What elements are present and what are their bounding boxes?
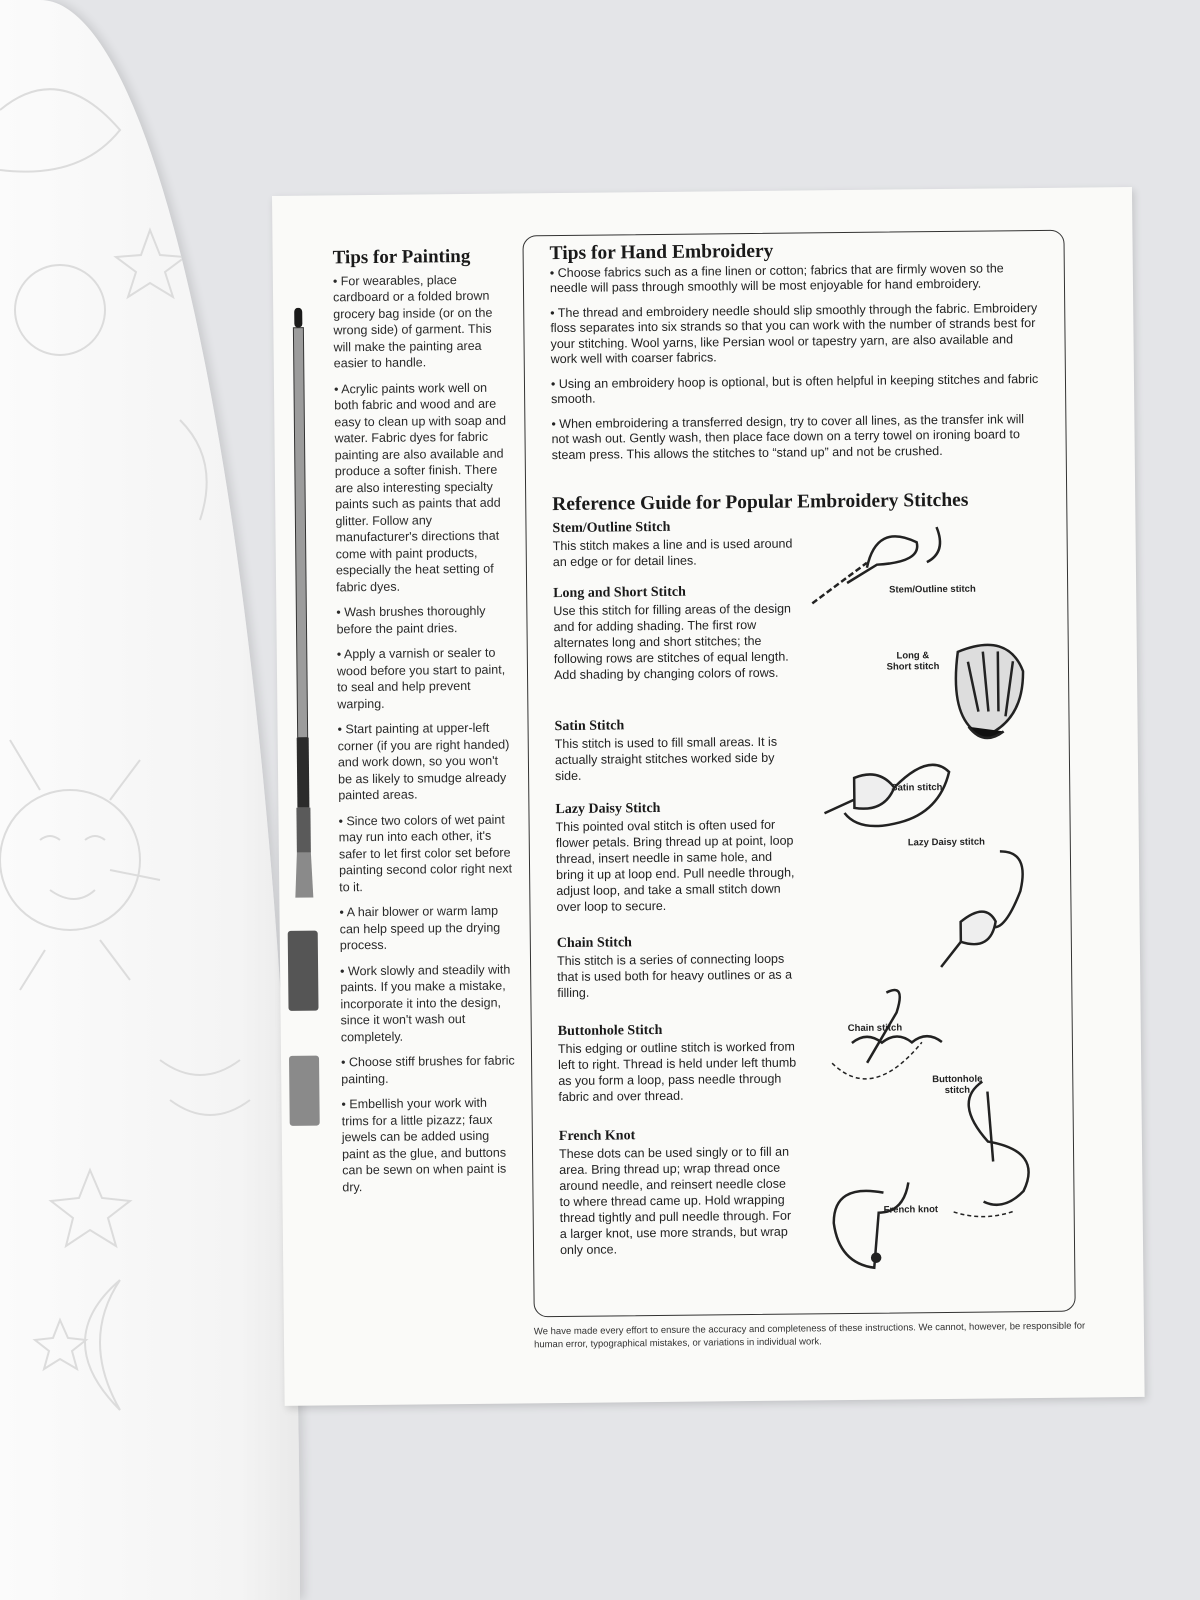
painting-tip: • Apply a varnish or sealer to wood before you start to paint, to seal and help prevent warping. bbox=[336, 645, 506, 711]
stitch-description: This stitch is a series of connecting loops that is used both for heavy outlines or as a filling. bbox=[556, 951, 793, 1001]
stitch-illustration-label: Buttonhole stitch bbox=[932, 1073, 983, 1097]
stitch-name: Buttonhole Stitch bbox=[557, 1022, 663, 1040]
disclaimer: We have made every effort to ensure the accuracy and completeness of these instructions. We cannot, however, be responsible for human error, typographical mistakes, or variations in individual work. bbox=[533, 1320, 1086, 1351]
stitch-illustration-label: Stem/Outline stitch bbox=[889, 583, 976, 596]
embroidery-tip: • When embroidering a transferred design, try to cover all lines, as the transfer ink will not wash out. Gently wash, then place face down on a terry towel on ironing board to steam press. This allows the stitches to “stand up” and not be crushed. bbox=[551, 411, 1025, 462]
stitch-illustration-label: Satin stitch bbox=[891, 782, 943, 794]
stitch-description: This stitch is used to fill small areas. It is actually straight stitches worked side by side. bbox=[554, 734, 778, 784]
stitch-entry bbox=[552, 519, 792, 571]
painting-tip: • Work slowly and steadily with paints. If you make a mistake, incorporate it into the design, since it won't wash out completely. bbox=[340, 962, 511, 1044]
stitch-description: These dots can be used singly or to fill an area. Bring thread up; wrap thread once around needle, and reinsert needle close to where thread came up. Hold wrapping thread tightly and pull needle through. For a larger knot, use more strands, but wrap only once. bbox=[558, 1144, 792, 1258]
reference-guide-title: Reference Guide for Popular Embroidery Stitches bbox=[552, 489, 969, 516]
painting-tips-title: Tips for Painting bbox=[332, 245, 471, 269]
stitch-illustration-label: Chain stitch bbox=[847, 1022, 903, 1035]
paint-swatch-gray bbox=[289, 1056, 320, 1126]
embroidery-tips bbox=[550, 241, 1042, 472]
left-page-faint-drawings bbox=[0, 0, 300, 1600]
stitch-entry bbox=[553, 584, 794, 684]
stitch-name: French Knot bbox=[558, 1128, 636, 1145]
stitch-name: Stem/Outline Stitch bbox=[552, 519, 671, 537]
stitch-illustration-label: French knot bbox=[883, 1204, 939, 1216]
stitch-description: This edging or outline stitch is worked from left to right. Thread is held under left thumb as you form a loop, pass needle through fabric and over thread. bbox=[557, 1039, 797, 1105]
painting-tip: • Choose stiff brushes for fabric painting. bbox=[341, 1053, 515, 1086]
stitch-name: Long and Short Stitch bbox=[553, 584, 686, 602]
embroidery-box bbox=[522, 230, 1075, 1318]
stitch-entry bbox=[559, 1127, 800, 1259]
painting-tips-column bbox=[332, 245, 518, 1205]
stitch-illustrations bbox=[806, 521, 1064, 1284]
stitch-description: Use this stitch for filling areas of the design and for adding shading. The first row alternates long and short stitches; the following rows are stitches of equal length. Add shading by changing colors of rows. bbox=[553, 601, 792, 683]
painting-tip: • Wash brushes thoroughly before the paint dries. bbox=[336, 603, 486, 636]
embroidery-tips-title: Tips for Hand Embroidery bbox=[549, 240, 774, 265]
stitch-name: Chain Stitch bbox=[556, 935, 632, 952]
stitch-illustration-label: Long & Short stitch bbox=[886, 650, 940, 673]
painting-tip: • Acrylic paints work well on both fabric and wood and are easy to clean up with soap and water. Fabric dyes for fabric painting are also available and produce a softer finish. There are also interesting specialty paints such as paints that add glitter. Follow any manufacturer's directions that come with paint products, especially the heat setting of fabric dyes. bbox=[333, 380, 507, 594]
embroidery-tip: • Using an embroidery hoop is optional, but is often helpful in keeping stitches and fabric smooth. bbox=[550, 371, 1039, 407]
stitch-name: Lazy Daisy Stitch bbox=[555, 800, 661, 818]
faint-sun-moon-drawings bbox=[0, 0, 300, 1600]
stitch-description: This stitch makes a line and is used around an edge or for detail lines. bbox=[552, 536, 793, 570]
stitch-entry bbox=[555, 800, 796, 916]
stitch-entry bbox=[557, 934, 798, 1002]
stitch-entry bbox=[554, 717, 795, 785]
paint-swatch-dark bbox=[288, 931, 319, 1011]
embroidery-tip: • Choose fabrics such as a fine linen or cotton; fabrics that are firmly woven so the needle will pass through smoothly will be most enjoyable for hand embroidery. bbox=[549, 260, 1004, 296]
stitch-entry bbox=[558, 1022, 799, 1106]
stitch-name: Satin Stitch bbox=[554, 718, 625, 735]
stitch-description: This pointed oval stitch is often used for flower petals. Bring thread up at point, loop thread, insert needle in same hole, and bring it up at loop end. Pull needle through, adjust loop, and take a small stitch down over loop to secure. bbox=[555, 817, 795, 915]
painting-tip: • For wearables, place cardboard or a folded brown grocery bag inside (or on the wrong side) of garment. This will make the painting area easier to handle. bbox=[332, 272, 493, 371]
embroidery-tip: • The thread and embroidery needle should slip smoothly through the fabric. Embroidery floss separates into six strands so that you can work with the number of strands best for your stitching. Wool yarns, like Persian wool or tapestry yarn, are also available and work well with coarser fabrics. bbox=[550, 300, 1038, 367]
painting-tip: • A hair blower or warm lamp can help speed up the drying process. bbox=[339, 903, 501, 953]
paintbrush-illustration bbox=[283, 308, 319, 898]
stitch-illustration-label: Lazy Daisy stitch bbox=[907, 836, 985, 849]
painting-tip: • Start painting at upper-left corner (if you are right handed) and work down, so you won't be as likely to smudge already painted areas. bbox=[337, 720, 510, 803]
painting-tip: • Since two colors of wet paint may run into each other, it's safer to let first color set before painting second color right next to it. bbox=[338, 812, 513, 894]
instruction-page bbox=[272, 187, 1145, 1406]
painting-tip: • Embellish your work with trims for a little pizazz; faux jewels can be added using paint as the glue, and buttons can be sewn on when paint is dry. bbox=[341, 1095, 507, 1194]
